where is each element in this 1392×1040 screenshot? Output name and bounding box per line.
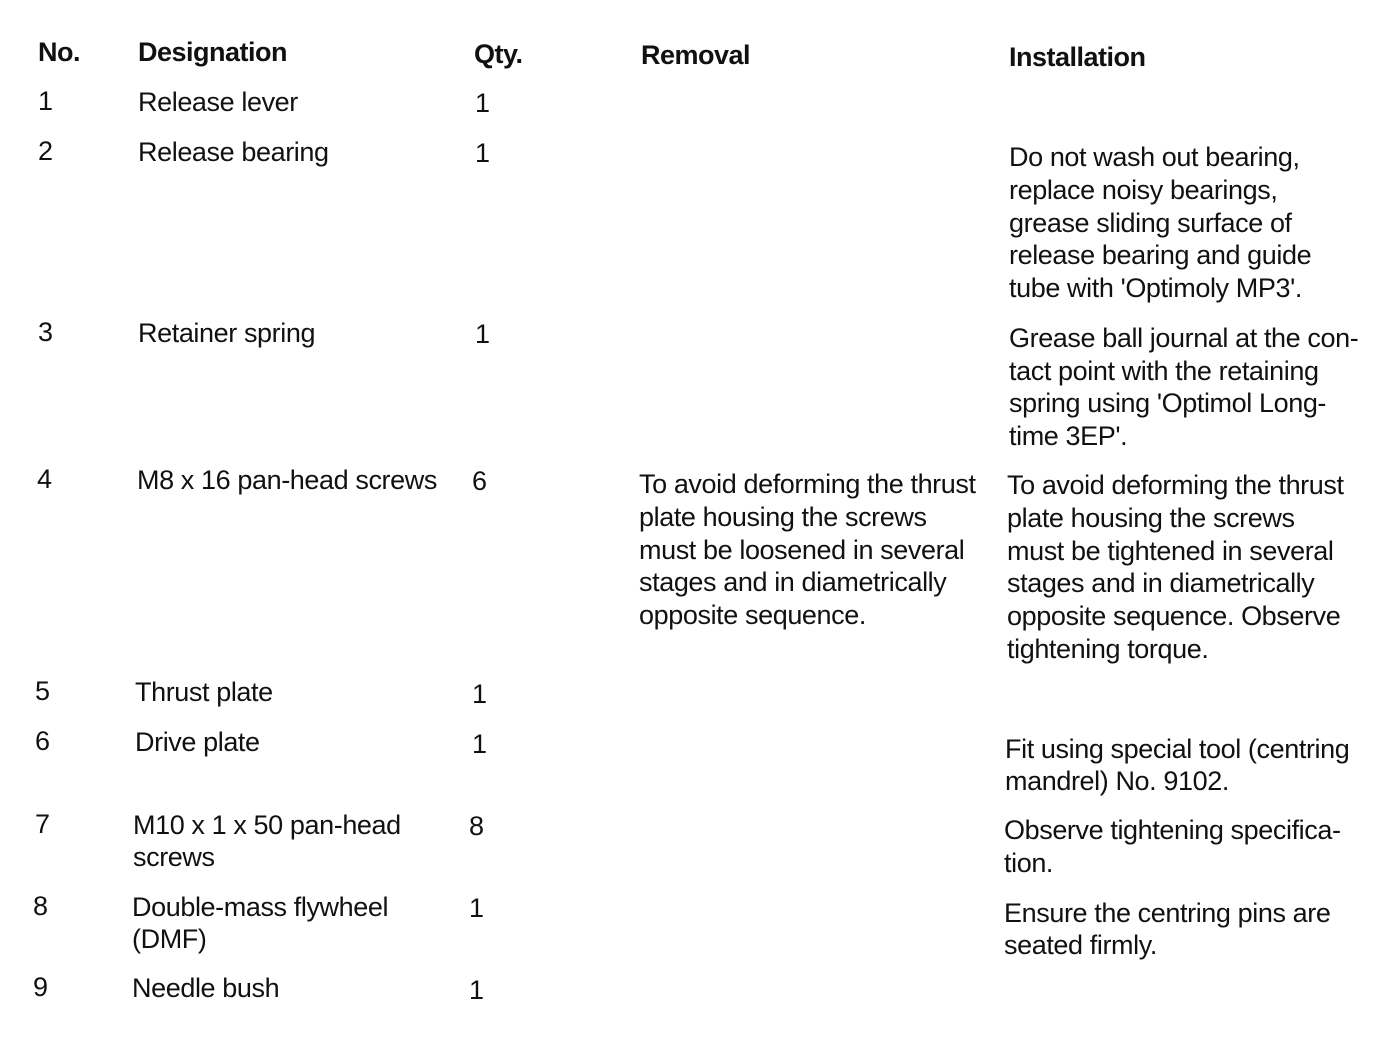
row-6-no: 6: [35, 726, 50, 756]
row-9-designation: Needle bush: [132, 973, 280, 1003]
row-8-qty: 1: [469, 893, 484, 923]
row-3-designation: Retainer spring: [138, 318, 316, 348]
header-removal: Removal: [641, 40, 751, 70]
row-5-designation: Thrust plate: [135, 677, 273, 707]
row-7-no: 7: [35, 809, 50, 839]
row-4-no: 4: [37, 464, 52, 494]
header-installation: Installation: [1009, 42, 1146, 72]
row-1-no: 1: [38, 86, 53, 116]
row-9-no: 9: [33, 972, 48, 1002]
row-8-no: 8: [33, 891, 48, 921]
row-6-designation: Drive plate: [135, 727, 260, 757]
row-3-qty: 1: [475, 319, 490, 349]
row-2-no: 2: [38, 136, 53, 166]
header-qty: Qty.: [474, 39, 523, 69]
row-7-qty: 8: [469, 811, 484, 841]
parts-table: No. Designation Qty. Removal Installation 1 Release lever 1 2 Release bearing 1 Do not wash out bearing, replace noisy bearings, grease sliding surface of release bearing and guide tube with 'Optimoly MP3'. 3 Retainer spring 1 Grease ball journal at the con- tact point with the retaining spring using 'Optimol Long- time 3EP'. 4 M8 x 16 pan-head screws 6 To avoid deforming the thrust plate housing the screws must be loosened in several stages and in diametrically opposite sequence. To avoid deforming the thrust plate housing the screws must be tightened in several stages and in diametrically opposite sequence. Observe tightening torque. 5 Thrust plate 1 6 Drive plate 1 Fit using special tool (centring mandrel) No. 9102. 7 M10 x 1 x 50 pan-head screws 8 Observe tightening specifica- tion. 8 Double-mass flywheel (DMF) 1 Ensure the centring pins are seated firmly. 9 Needle bush 1: [33, 37, 1359, 1005]
header-no: No.: [38, 37, 80, 67]
row-4-qty: 6: [472, 466, 487, 496]
row-1-designation: Release lever: [138, 87, 298, 117]
row-1-qty: 1: [475, 88, 490, 118]
header-designation: Designation: [138, 37, 288, 67]
row-9-qty: 1: [469, 975, 484, 1005]
row-2-designation: Release bearing: [138, 137, 329, 167]
row-5-qty: 1: [472, 679, 487, 709]
row-5-no: 5: [35, 676, 50, 706]
row-2-qty: 1: [475, 138, 490, 168]
row-3-no: 3: [38, 317, 53, 347]
row-6-qty: 1: [472, 729, 487, 759]
row-4-designation: M8 x 16 pan-head screws: [137, 465, 437, 495]
